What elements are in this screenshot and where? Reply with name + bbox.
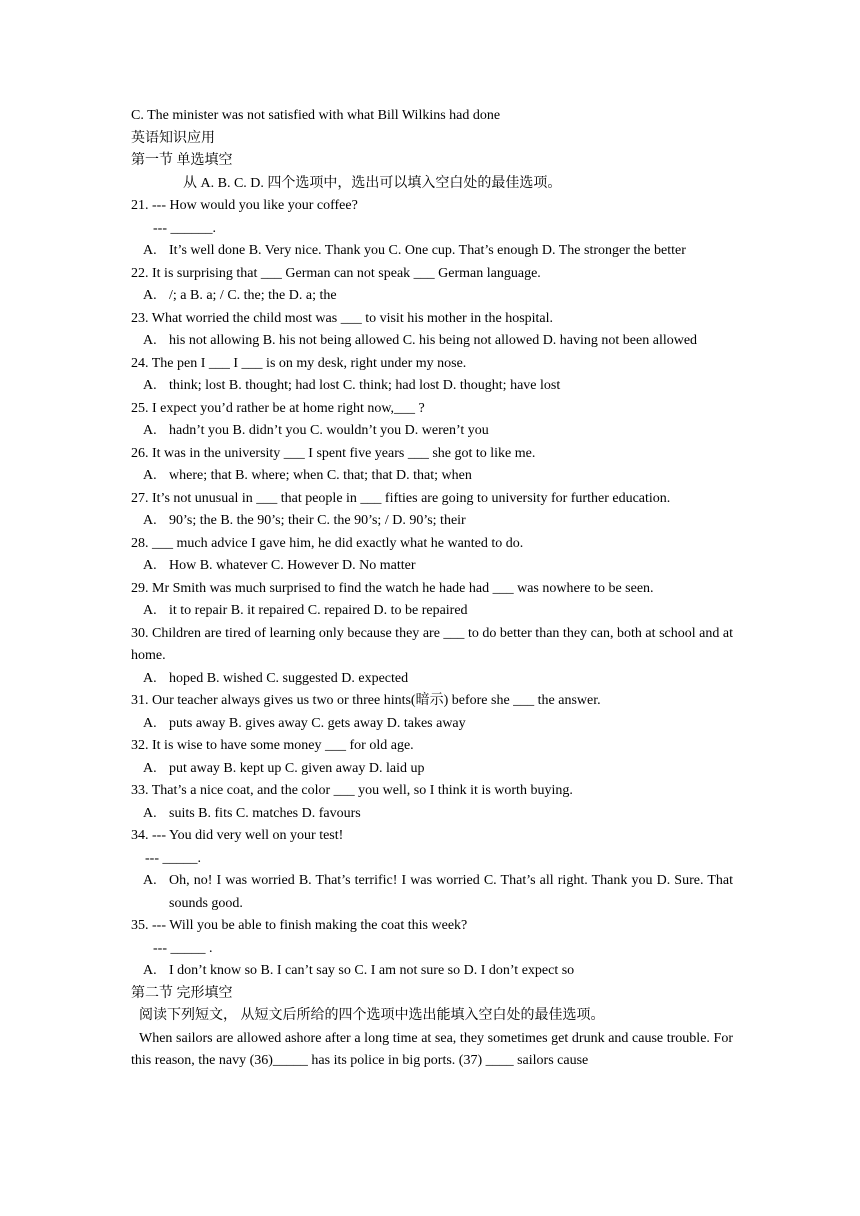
option-text: put away B. kept up C. given away D. laid up (169, 760, 425, 776)
question-stem: 34. --- You did very well on your test! (131, 828, 344, 843)
option-letter: A. (143, 715, 157, 731)
option-letter: A. (143, 243, 157, 258)
option-letter: A. (143, 963, 157, 978)
option-letter: A. (143, 805, 157, 821)
question-options (131, 285, 733, 308)
question-options (131, 803, 733, 826)
option-text: it to repair B. it repaired C. repaired D. to be repaired (169, 603, 468, 618)
option-text: /; a B. a; / C. the; the D. a; the (169, 288, 337, 303)
question-stem: 21. --- How would you like your coffee? (131, 198, 358, 213)
part1-title: 第一节 单选填空 (131, 153, 233, 168)
question-stem: 22. It is surprising that ___ German can not speak ___ German language. (131, 265, 541, 281)
question-stem: 27. It’s not unusual in ___ that people in ___ fifties are going to university for further education. (131, 490, 671, 506)
question-options (131, 510, 733, 533)
document-page (131, 105, 733, 1073)
option-text: suits B. fits C. matches D. favours (169, 805, 361, 821)
option-letter: A. (143, 873, 157, 888)
question-options (131, 420, 733, 443)
question-stem: 28. ___ much advice I gave him, he did exactly what he wanted to do. (131, 535, 524, 551)
question-stem: 23. What worried the child most was ___ to visit his mother in the hospital. (131, 310, 554, 326)
question-options (131, 375, 733, 398)
question-options (131, 555, 733, 578)
option-letter: A. (143, 468, 157, 483)
part2-instructions: 阅读下列短文， 从短文后所给的四个选项中选出能填入空白处的最佳选项。 (139, 1008, 605, 1023)
question-stem: 35. --- Will you be able to finish making the coat this week? (131, 918, 468, 933)
question-options (131, 465, 733, 488)
option-letter: A. (143, 288, 157, 303)
question-options (131, 668, 733, 691)
question-options (131, 713, 733, 736)
option-text: think; lost B. thought; had lost C. think; had lost D. thought; have lost (169, 378, 561, 393)
part2-title: 第二节 完形填空 (131, 985, 233, 1001)
question-options (131, 758, 733, 781)
option-letter: A. (143, 378, 157, 393)
option-text: hoped B. wished C. suggested D. expected (169, 670, 409, 686)
question-stem: 26. It was in the university ___ I spent five years ___ she got to like me. (131, 445, 536, 461)
option-text: 90’s; the B. the 90’s; their C. the 90’s; / D. 90’s; their (169, 513, 466, 528)
option-text: I don’t know so B. I can’t say so C. I am not sure so D. I don’t expect so (169, 963, 575, 978)
question-reply: --- ______. (153, 220, 216, 236)
option-text: How B. whatever C. However D. No matter (169, 558, 416, 573)
question-stem: 30. Children are tired of learning only because they are ___ to do better than they can, both at school and at home. (131, 625, 733, 663)
option-text: It’s well done B. Very nice. Thank you C. One cup. That’s enough D. The stronger the better (169, 243, 686, 258)
option-text: puts away B. gives away C. gets away D. takes away (169, 715, 466, 731)
option-line: C. The minister was not satisfied with what Bill Wilkins had done (131, 108, 501, 123)
option-letter: A. (143, 423, 157, 438)
question-stem: 25. I expect you’d rather be at home right now,___ ? (131, 400, 425, 416)
question-stem: 32. It is wise to have some money ___ for old age. (131, 738, 414, 753)
question-options (131, 330, 733, 353)
option-letter: A. (143, 670, 157, 686)
question-options (131, 600, 733, 623)
question-stem: 31. Our teacher always gives us two or three hints(暗示) before she ___ the answer. (131, 693, 601, 708)
option-letter: A. (143, 333, 157, 348)
question-options (131, 240, 733, 263)
option-text: where; that B. where; when C. that; that D. that; when (169, 468, 472, 483)
question-options (131, 870, 733, 915)
question-stem: 33. That’s a nice coat, and the color ___ you well, so I think it is worth buying. (131, 783, 573, 798)
question-reply: --- _____ . (153, 940, 213, 956)
cloze-passage: When sailors are allowed ashore after a long time at sea, they sometimes get drunk and cause trouble. For this reason, the navy (36)_____ has its police in big ports. (37) ____ sailors cause (131, 1030, 733, 1068)
option-text: his not allowing B. his not being allowed C. his being not allowed D. having not been allowed (169, 333, 698, 348)
option-text: Oh, no! I was worried B. That’s terrific! I was worried C. That’s all right. Thank you D. Sure. That sounds good. (169, 873, 733, 911)
option-letter: A. (143, 558, 157, 573)
option-letter: A. (143, 760, 157, 776)
option-text: hadn’t you B. didn’t you C. wouldn’t you D. weren’t you (169, 423, 489, 438)
part1-instructions: 从 A. B. C. D. 四个选项中，选出可以填入空白处的最佳选项。 (183, 175, 562, 191)
option-letter: A. (143, 513, 157, 528)
question-stem: 24. The pen I ___ I ___ is on my desk, right under my nose. (131, 355, 467, 371)
question-options (131, 960, 733, 983)
section-title: 英语知识应用 (131, 130, 215, 146)
option-letter: A. (143, 603, 157, 618)
question-reply: --- _____. (145, 850, 201, 866)
question-stem: 29. Mr Smith was much surprised to find the watch he hade had ___ was nowhere to be seen. (131, 580, 654, 596)
